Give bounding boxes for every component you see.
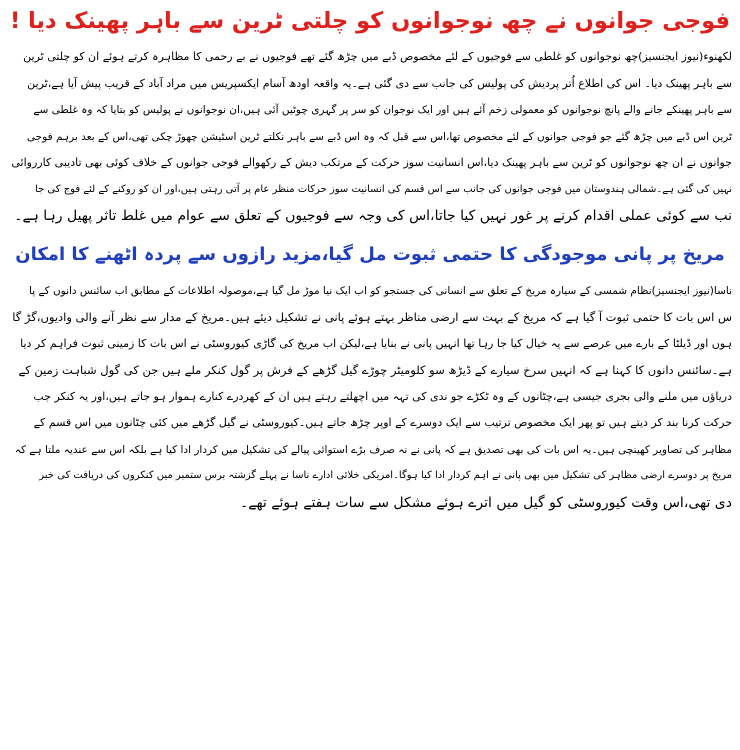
article2-line: دریاؤں میں ملنے والی بجری جیسی ہے،چٹانوں کے وہ ٹکڑے جو ندی کی تہہ میں اچھلتے رہتے ہیں ان کے کھردرے کنارے ہموار ہو جاتے ہیں،اور یہ کنکر جب [33, 389, 732, 403]
article1-headline: فوجی جوانوں نے چھ نوجوانوں کو چلتی ٹرین سے باہر پھینک دیا ! [9, 8, 731, 34]
article2-line: حرکت کرنا بند کر دیتے ہیں تو پھر ایک مخصوص ترتیب سے ایک دوسرے کے اوپر چڑھ جاتے ہیں۔کیوروسٹی نے گیل گڑھے میں کئی چٹانوں میں اس قسم کے [33, 416, 732, 429]
article1-line: نہیں کی گئی ہے۔شمالی ہندوستان میں فوجی جوانوں کی جانب سے اس قسم کی انسانیت سوز حرکات منظر عام پر آتی رہتی ہیں،اور ان کو روکنے کے لئے فوج کی جا [35, 183, 732, 195]
article2-line: ہے۔سائنس دانوں کا کہنا ہے کہ انہیں سرخ سیارے کے ڈیڑھ سو کلومیٹر چوڑے گیل گڑھے کے فرش پر گول کنکر ملے ہیں جن کی گول شباہت زمین کے [18, 363, 732, 377]
article2-line: ناسا(نیوز ایجنسیز)نظام شمسی کے سیارہ مریخ کے تعلق سے انسانی کی جستجو کو اب ایک نیا موڑ مل گیا ہے،موصولہ اطلاعات کے مطابق اب سائنس دانوں کے پا [29, 284, 732, 297]
article2-body [8, 278, 732, 517]
article2-line: ہوں اور ڈیلٹا کے بارے میں عرصے سے یہ خیال کیا جا رہا تھا انہیں پانی نے بنایا ہے،لیکن اب مریخ کی گاڑی کیوروسٹی نے اس بات کا زمینی ثبوت فراہم کر دیا [20, 336, 732, 350]
article1-line: سے باہر پھینکے جانے والے پانچ نوجوانوں کو معمولی زخم آئے ہیں اور ایک نوجوان کو سر پر گہری چوٹیں آئی ہیں،ان نوجوانوں نے پولیس کو بتایا کہ وہ غلطی سے [33, 104, 732, 116]
article1-line: ٹرین اس ڈبے میں چڑھ گئے جو فوجی جوانوں کے لئے مخصوص تھا،اس سے قبل کہ وہ اس ڈبے سے باہر نکلتے ٹرین اسٹیشن چھوڑ چکی تھی،اس کے بعد برہم فوجی [26, 130, 732, 143]
article1-line: لکھنوء(نیوز ایجنسیز)چھ نوجوانوں کو غلطی سے فوجیوں کے لئے مخصوص ڈبے میں چڑھ گئے تھے فوجیوں نے بے رحمی کا مظاہرہ کرتے ہوئے ان کو چلتی ٹرین [23, 50, 732, 63]
article2-line: دی تھی،اس وقت کیوروسٹی کو گیل میں اترے ہوئے مشکل سے سات ہفتے ہوئے تھے۔ [240, 494, 732, 511]
article1-body [8, 44, 732, 230]
article2-line: س اس بات کا حتمی ثبوت آ گیا ہے کہ مریخ کے بہت سے ارضی مناظر بہتے ہوئے پانی نے تشکیل دیئے ہیں۔مریخ کے مدار سے نظر آنے والی وادیوں،گڑ گا [12, 310, 732, 324]
article2-line: مریخ پر دوسرے ارضی مظاہر کی تشکیل میں بھی پانی نے اہم کردار ادا کیا ہوگا۔امریکی خلائی ادارے ناسا نے پہلے گزشتہ برس ستمبر میں کنکروں کی دریافت کی خبر [39, 470, 732, 481]
article2-line: مظاہر کی تصاویر کھینچی ہیں۔یہ اس بات کی بھی تصدیق ہے کہ پانی نے نہ صرف بڑے استوائی پیالے کی تشکیل میں کردار ادا کیا ہے بلکہ اس سے عندیہ ملتا ہے کہ [14, 443, 732, 456]
article1-line: سے باہر پھینک دیا۔ اس کی اطلاع اُتر پردیش کی پولیس کی جانب سے دی گئی ہے۔یہ واقعہ اودھ آسام ایکسپریس میں مراد آباد کے قریب پیش آیا ہے،ٹرین [27, 76, 732, 90]
article1-line: نب سے کوئی عملی اقدام کرنے پر غور نہیں کیا جاتا،اس کی وجہ سے فوجیوں کے تعلق سے عوام میں غلط تاثر پھیل رہا ہے۔ [14, 208, 732, 224]
article2-headline: مریخ پر پانی موجودگی کا حتمی ثبوت مل گیا،مزید رازوں سے پردہ اٹھنے کا امکان [15, 243, 725, 265]
article1-line: جوانوں نے ان چھ نوجوانوں کو ٹرین سے باہر پھینک دیا،اس انسانیت سوز حرکت کے مرتکب دیش کے رکھوالے فوجی جوانوں کے خلاف کوئی بھی تادیبی کارروائی [11, 156, 732, 169]
